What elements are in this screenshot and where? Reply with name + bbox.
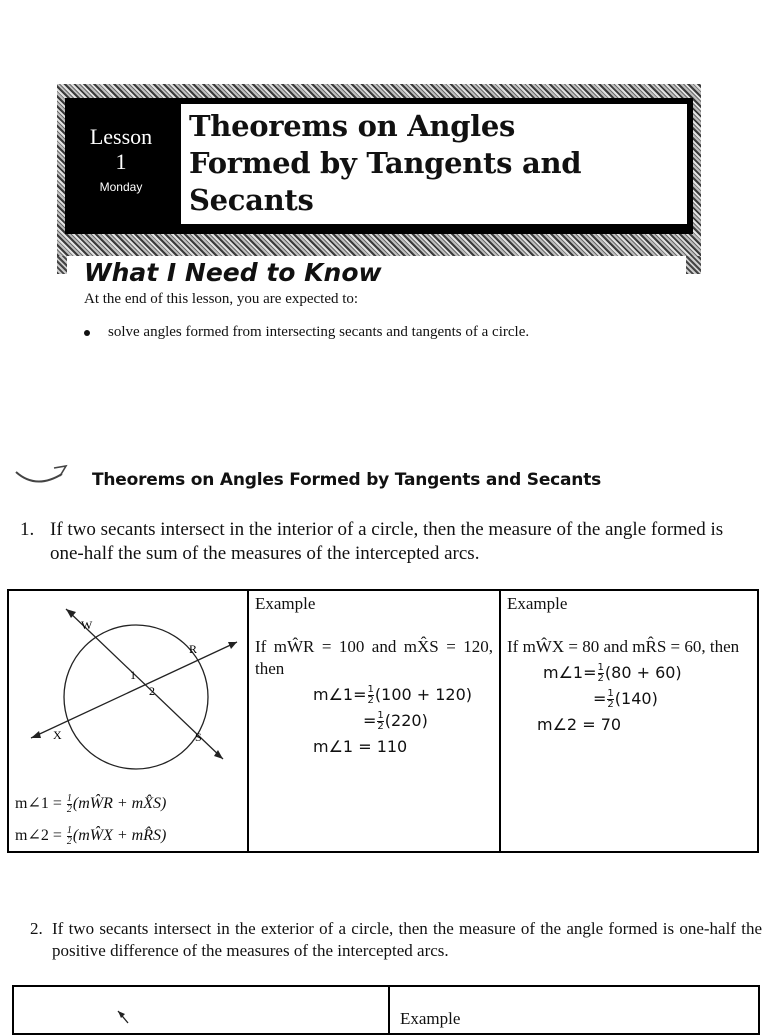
lesson-badge — [71, 102, 171, 224]
fraction: $\frac{1}{2}$ — [367, 684, 374, 706]
swoosh-icon — [14, 462, 74, 488]
objectives-intro: At the end of this lesson, you are expected to: — [84, 291, 359, 307]
section-heading: What I Need to Know — [84, 258, 382, 287]
banner-frame — [65, 98, 693, 234]
banner-tab-left — [57, 256, 67, 274]
point-label-w: W — [81, 618, 93, 632]
angle-label-2: 2 — [149, 684, 155, 698]
example-result: m∠1 = 110 — [313, 737, 408, 756]
example-heading: Example — [507, 594, 568, 613]
theorem-1 — [20, 518, 748, 566]
theorem-number: 2. — [30, 919, 43, 938]
lesson-banner — [57, 84, 701, 256]
example-result: m∠2 = 70 — [537, 715, 622, 734]
formula-angle-1: m∠1 = $\frac{1}{2}$ (mŴR + mX̂S) — [15, 792, 167, 815]
example-given: If mŴX = 80 and mR̂S = 60, then — [507, 637, 740, 656]
fraction: $\frac{1}{2}$ — [597, 662, 604, 684]
lesson-label: Lesson — [89, 124, 153, 149]
example-step-1: m∠1= $\frac{1}{2}$ (100 + 120) — [313, 684, 473, 706]
objective-text: solve angles formed from intersecting secants and tangents of a circle. — [108, 324, 530, 340]
theorem-text: If two secants intersect in the interior of a circle, then the measure of the angle formed is one-half the sum of the measures of the intercepted arcs. — [50, 519, 724, 564]
banner-tab-right — [686, 256, 701, 274]
circle-diagram — [9, 591, 247, 791]
section-title: Theorems on Angles Formed by Tangents and Secants — [92, 470, 602, 490]
example-heading: Example — [255, 594, 316, 613]
example-1-cell — [248, 590, 500, 852]
fraction: $\frac{1}{2}$ — [66, 792, 72, 815]
example-heading: Example — [400, 1009, 461, 1028]
fraction: $\frac{1}{2}$ — [377, 710, 384, 732]
lesson-number: 1 — [115, 149, 127, 174]
objective-item — [84, 324, 529, 341]
formula-angle-2: m∠2 = $\frac{1}{2}$ (mŴX + mR̂S) — [15, 824, 167, 847]
lesson-title-line: Secants — [189, 183, 314, 217]
circle-shape — [64, 625, 208, 769]
point-label-x: X — [53, 728, 62, 742]
example-given: If mŴR = 100 and mX̂S = 120, then — [255, 637, 493, 678]
bullet-icon — [84, 330, 90, 336]
lesson-title-box — [179, 102, 689, 226]
arrowhead-icon — [31, 731, 41, 738]
lesson-title-line: Theorems on Angles — [189, 109, 516, 143]
angle-label-1: 1 — [130, 668, 136, 682]
arrowhead-icon — [114, 1009, 134, 1025]
example-step-2: = $\frac{1}{2}$ (220) — [363, 710, 428, 732]
lesson-day: Monday — [99, 180, 143, 194]
point-label-s: S — [195, 730, 202, 744]
example-2-cell — [500, 590, 758, 852]
theorem-number: 1. — [20, 519, 35, 540]
secant-xr — [31, 642, 237, 738]
example-step-1: m∠1= $\frac{1}{2}$ (80 + 60) — [543, 662, 682, 684]
theorem-text: If two secants intersect in the exterior of a circle, then the measure of the angle formed is one-half the positive difference of the measures of the intercepted arcs. — [52, 919, 762, 960]
theorem-2-table — [12, 985, 760, 1035]
theorem-2 — [30, 918, 762, 962]
example-step-2: = $\frac{1}{2}$ (140) — [593, 688, 658, 710]
fraction: $\frac{1}{2}$ — [607, 688, 614, 710]
table-divider — [388, 987, 390, 1033]
diagram-cell — [8, 590, 248, 852]
fraction: $\frac{1}{2}$ — [66, 824, 72, 847]
lesson-title-line: Formed by Tangents and — [189, 146, 582, 180]
point-label-r: R — [189, 642, 198, 656]
theorem-1-table — [7, 589, 759, 853]
